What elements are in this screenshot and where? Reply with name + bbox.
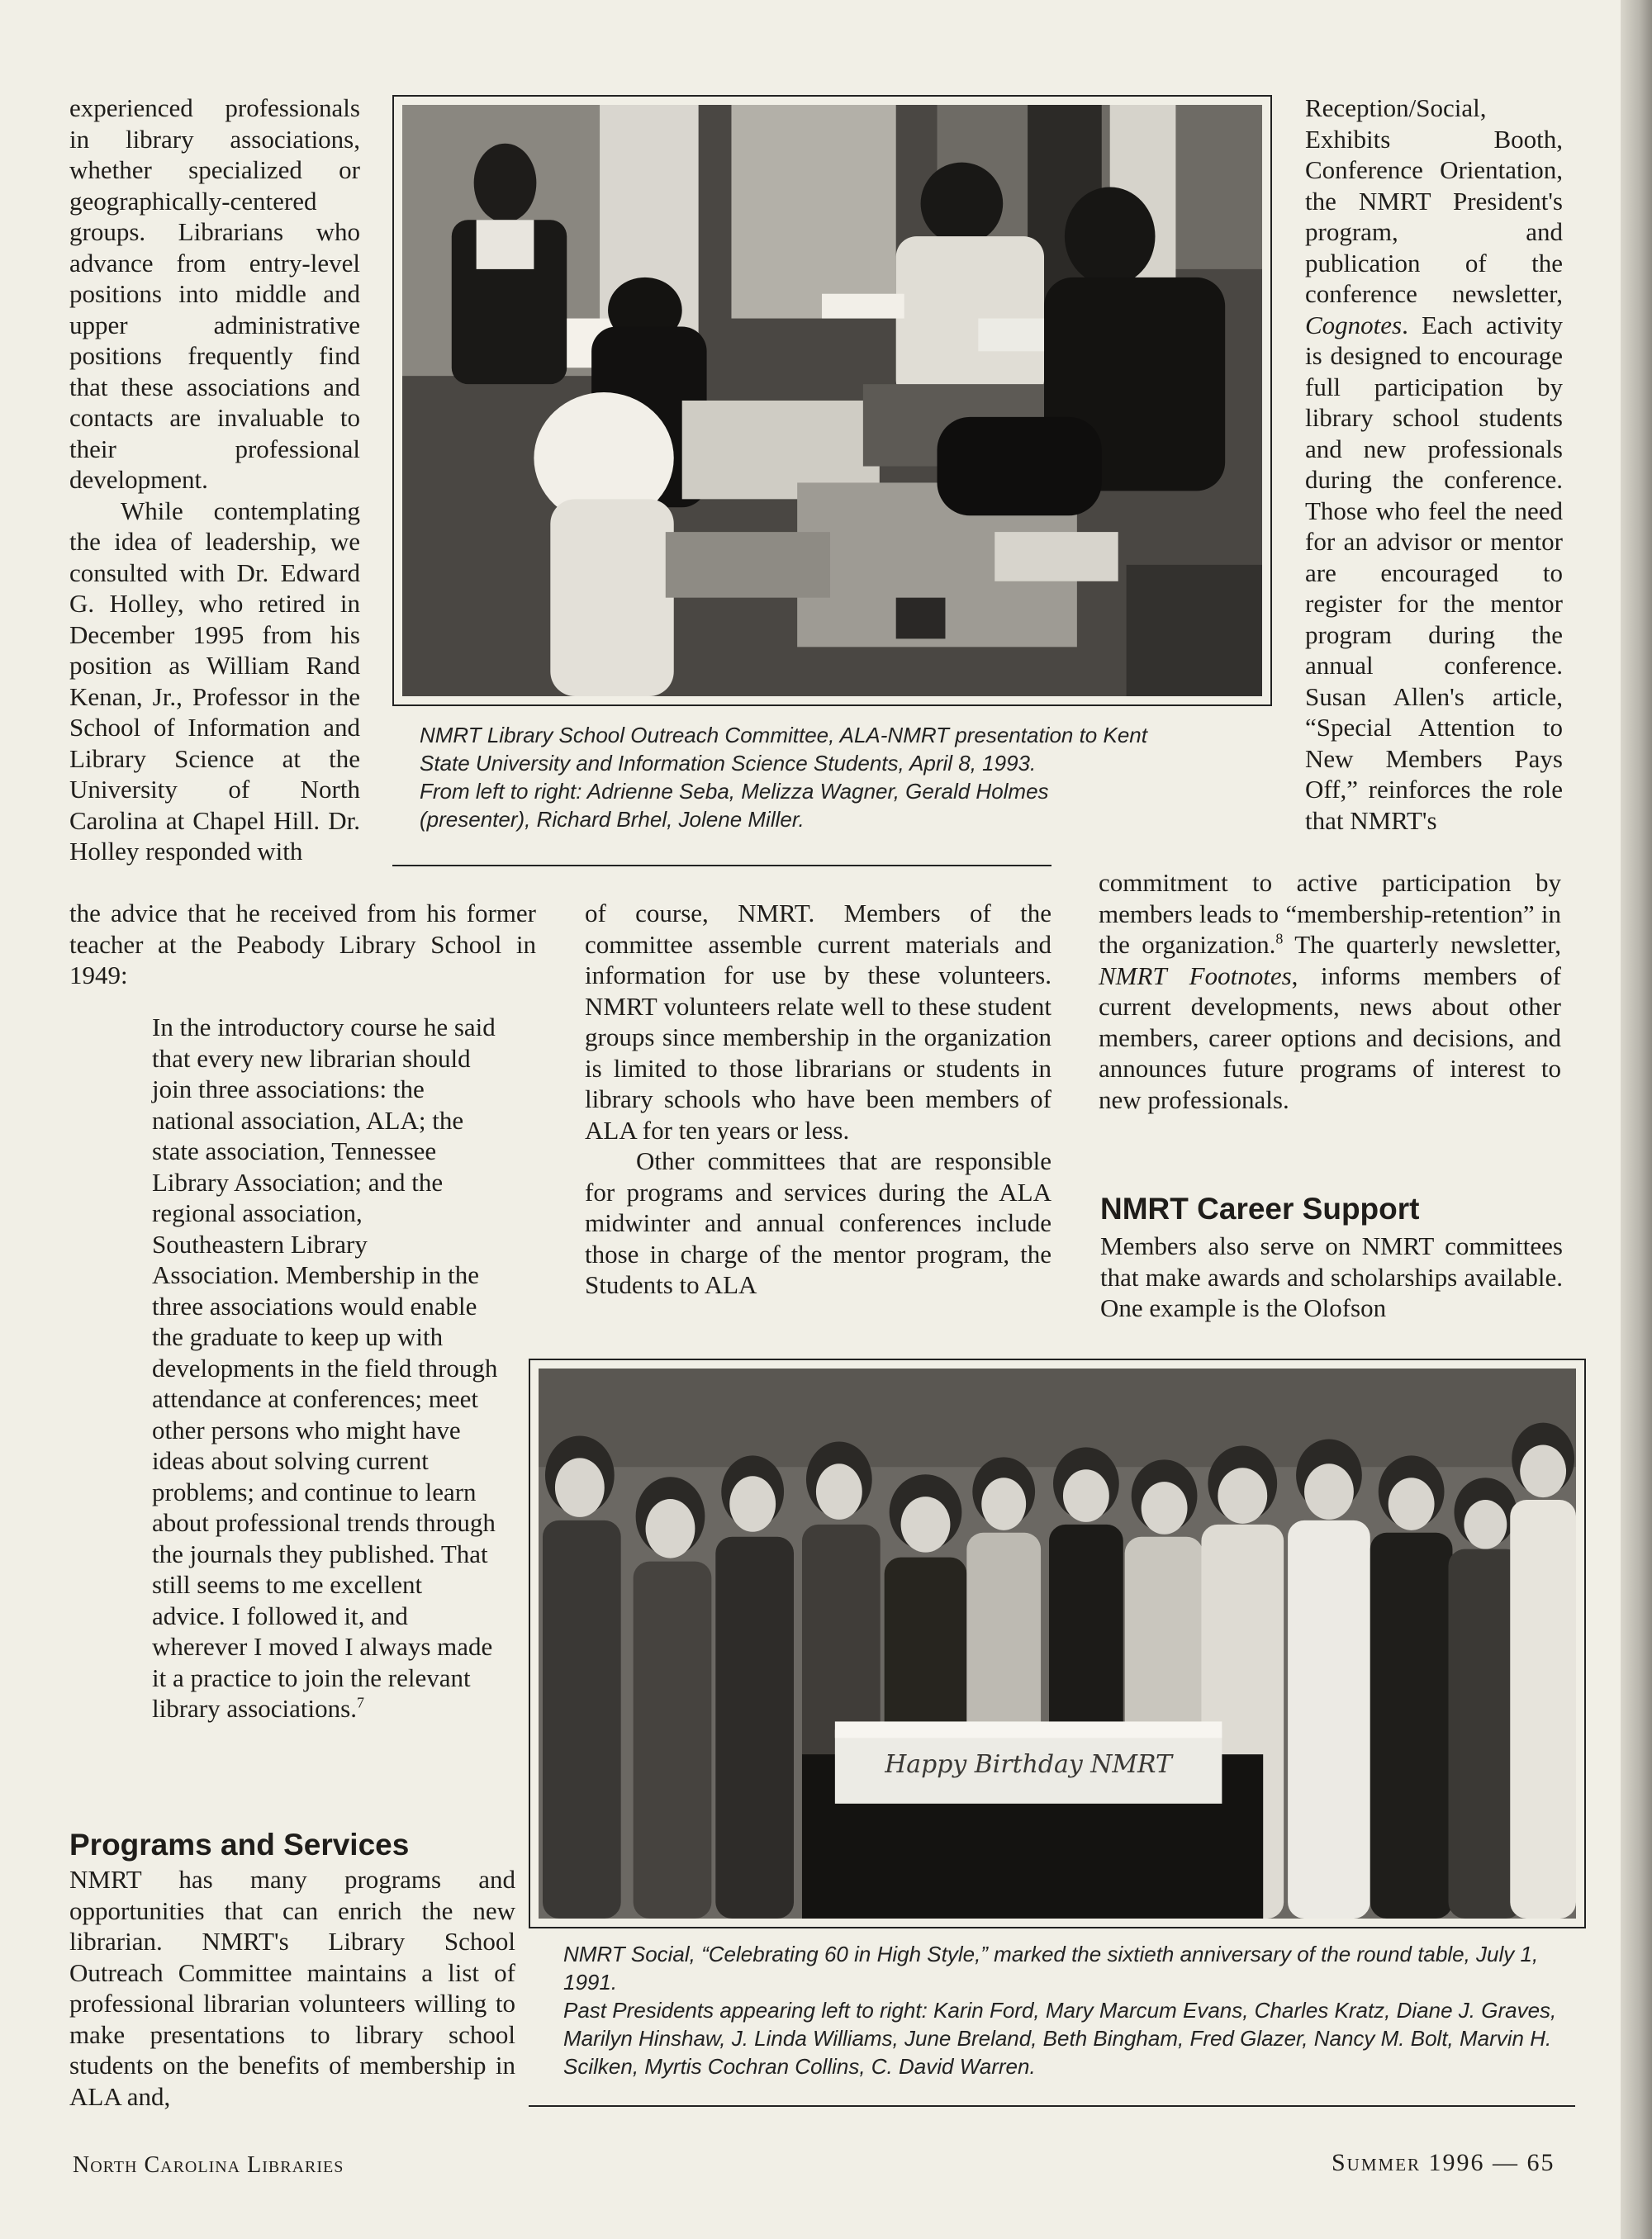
photo-image <box>402 105 1262 696</box>
photo-social-illustration <box>539 1369 1576 1919</box>
body-paragraph: Members also serve on NMRT committees that make awards and scholarships available. One example is the Olofson <box>1100 1231 1563 1322</box>
body-paragraph: NMRT has many programs and opportunities that can enrich the new librarian. NMRT's Library School Outreach Committee maintains a list of professional librarian volunteers willing to make presentations to library school students on the benefits of membership in ALA and, <box>69 1865 515 2111</box>
footnote-marker: 7 <box>356 1694 364 1711</box>
caption-line: From left to right: Adrienne Seba, Melizza Wagner, Gerald Holmes (presenter), Richard Brhel, Jolene Miller. <box>420 779 1049 832</box>
footnote-marker: 8 <box>1275 930 1284 947</box>
photo-outreach-caption <box>420 721 1155 833</box>
body-paragraph: While contemplating the idea of leadership, we consulted with Dr. Edward G. Holley, who retired in December 1995 from his position as William Rand Kenan, Jr., Professor in the School of Information and Library Science at the University of North Carolina at Chapel Hill. Dr. Holley responded with <box>69 496 360 866</box>
caption-rule <box>392 865 1051 866</box>
quote-text: In the introductory course he said that every new librarian should join three associations: the national association, ALA; the state association, Tennessee Library Association; and the regional association, Southeastern Library Association. Membership in the three associations would enable the graduate to keep up with developments in the field through attendance at conferences; meet other persons who might have ideas about solving current problems; and continue to learn about professional trends through the journals they published. That still seems to me excellent advice. I followed it, and wherever I moved I always made it a practice to join the relevant library associations. <box>152 1013 498 1723</box>
text-run: The quarterly newsletter, <box>1283 930 1561 959</box>
body-paragraph: experienced professionals in library associations, whether specialized or geographically-centered groups. Librarians who advance from entry-level positions into middle and upper administrative positions frequently find that these associations and contacts are invaluable to their professional development. <box>69 93 360 494</box>
footer-journal-name: North Carolina Libraries <box>73 2152 344 2178</box>
right-column-upper <box>1305 93 1563 836</box>
body-paragraph: of course, NMRT. Members of the committee assemble current materials and information for use by these volunteers. NMRT volunteers relate well to these student groups since membership in the organization is limited to those librarians or students in library schools who have been members of ALA for ten years or less. <box>585 899 1051 1145</box>
block-quote <box>152 1012 499 1724</box>
footer-issue-page: Summer 1996 — 65 <box>1332 2149 1555 2176</box>
right-column-bottom <box>1100 1231 1563 1324</box>
caption-line: NMRT Library School Outreach Committee, ALA-NMRT presentation to Kent State University and Information Science Students, April 8, 1993. <box>420 723 1147 776</box>
caption-line: NMRT Social, “Celebrating 60 in High Style,” marked the sixtieth anniversary of the round table, July 1, 1991. <box>563 1942 1539 1995</box>
photo-outreach-illustration <box>402 105 1262 696</box>
section-heading-programs: Programs and Services <box>69 1828 410 1862</box>
body-paragraph: the advice that he received from his former teacher at the Peabody Library School in 1949: <box>69 899 536 989</box>
photo-outreach-committee <box>392 95 1272 706</box>
newsletter-title: Cognotes <box>1305 310 1403 339</box>
photo-nmrt-social <box>529 1359 1586 1928</box>
body-paragraph: Other committees that are responsible for programs and services during the ALA midwinter and annual conferences include those in charge of the mentor program, the Students to ALA <box>585 1146 1051 1299</box>
text-run: commitment to active participation by members leads to “membership-retention” in the organization. <box>1099 868 1561 959</box>
newsletter-title: NMRT Footnotes <box>1099 961 1292 990</box>
text-run: Reception/Social, Exhibits Booth, Conference Orientation, the NMRT President's program, and publication of the conference newsletter, <box>1305 93 1563 308</box>
left-column-lower <box>69 898 536 991</box>
page-edge-shadow <box>1621 0 1652 2239</box>
text-run: , informs members of current developments, news about other members, career options and decisions, and announces future programs of interest to new professionals. <box>1099 961 1561 1114</box>
cake-text: Happy Birthday NMRT <box>885 1750 1172 1780</box>
photo-image <box>539 1369 1576 1919</box>
caption-line: Past Presidents appearing left to right: Karin Ford, Mary Marcum Evans, Charles Kratz, Diane J. Graves, Marilyn Hinshaw, J. Linda Williams, June Breland, Beth Bingham, Fred Glazer, Nancy M. Bolt, Marvin H. Scilken, Myrtis Cochran Collins, C. David Warren. <box>563 1998 1557 2079</box>
middle-column <box>585 898 1051 1301</box>
body-paragraph <box>1305 93 1563 836</box>
text-run: . Each activity is designed to encourage full participation by library school students and new professionals during the conference. Those who feel the need for an advisor or mentor are encouraged to register for the mentor program during the annual conference. Susan Allen's article, “Special Attention to New Members Pays Off,” reinforces the role that NMRT's <box>1305 310 1563 835</box>
caption-rule <box>529 2105 1575 2107</box>
section-heading-career: NMRT Career Support <box>1100 1192 1420 1226</box>
left-column-upper <box>69 93 360 867</box>
right-column-lower <box>1099 867 1561 1115</box>
left-column-bottom <box>69 1864 515 2112</box>
body-paragraph <box>1099 867 1561 1115</box>
photo-social-caption <box>563 1940 1563 2080</box>
